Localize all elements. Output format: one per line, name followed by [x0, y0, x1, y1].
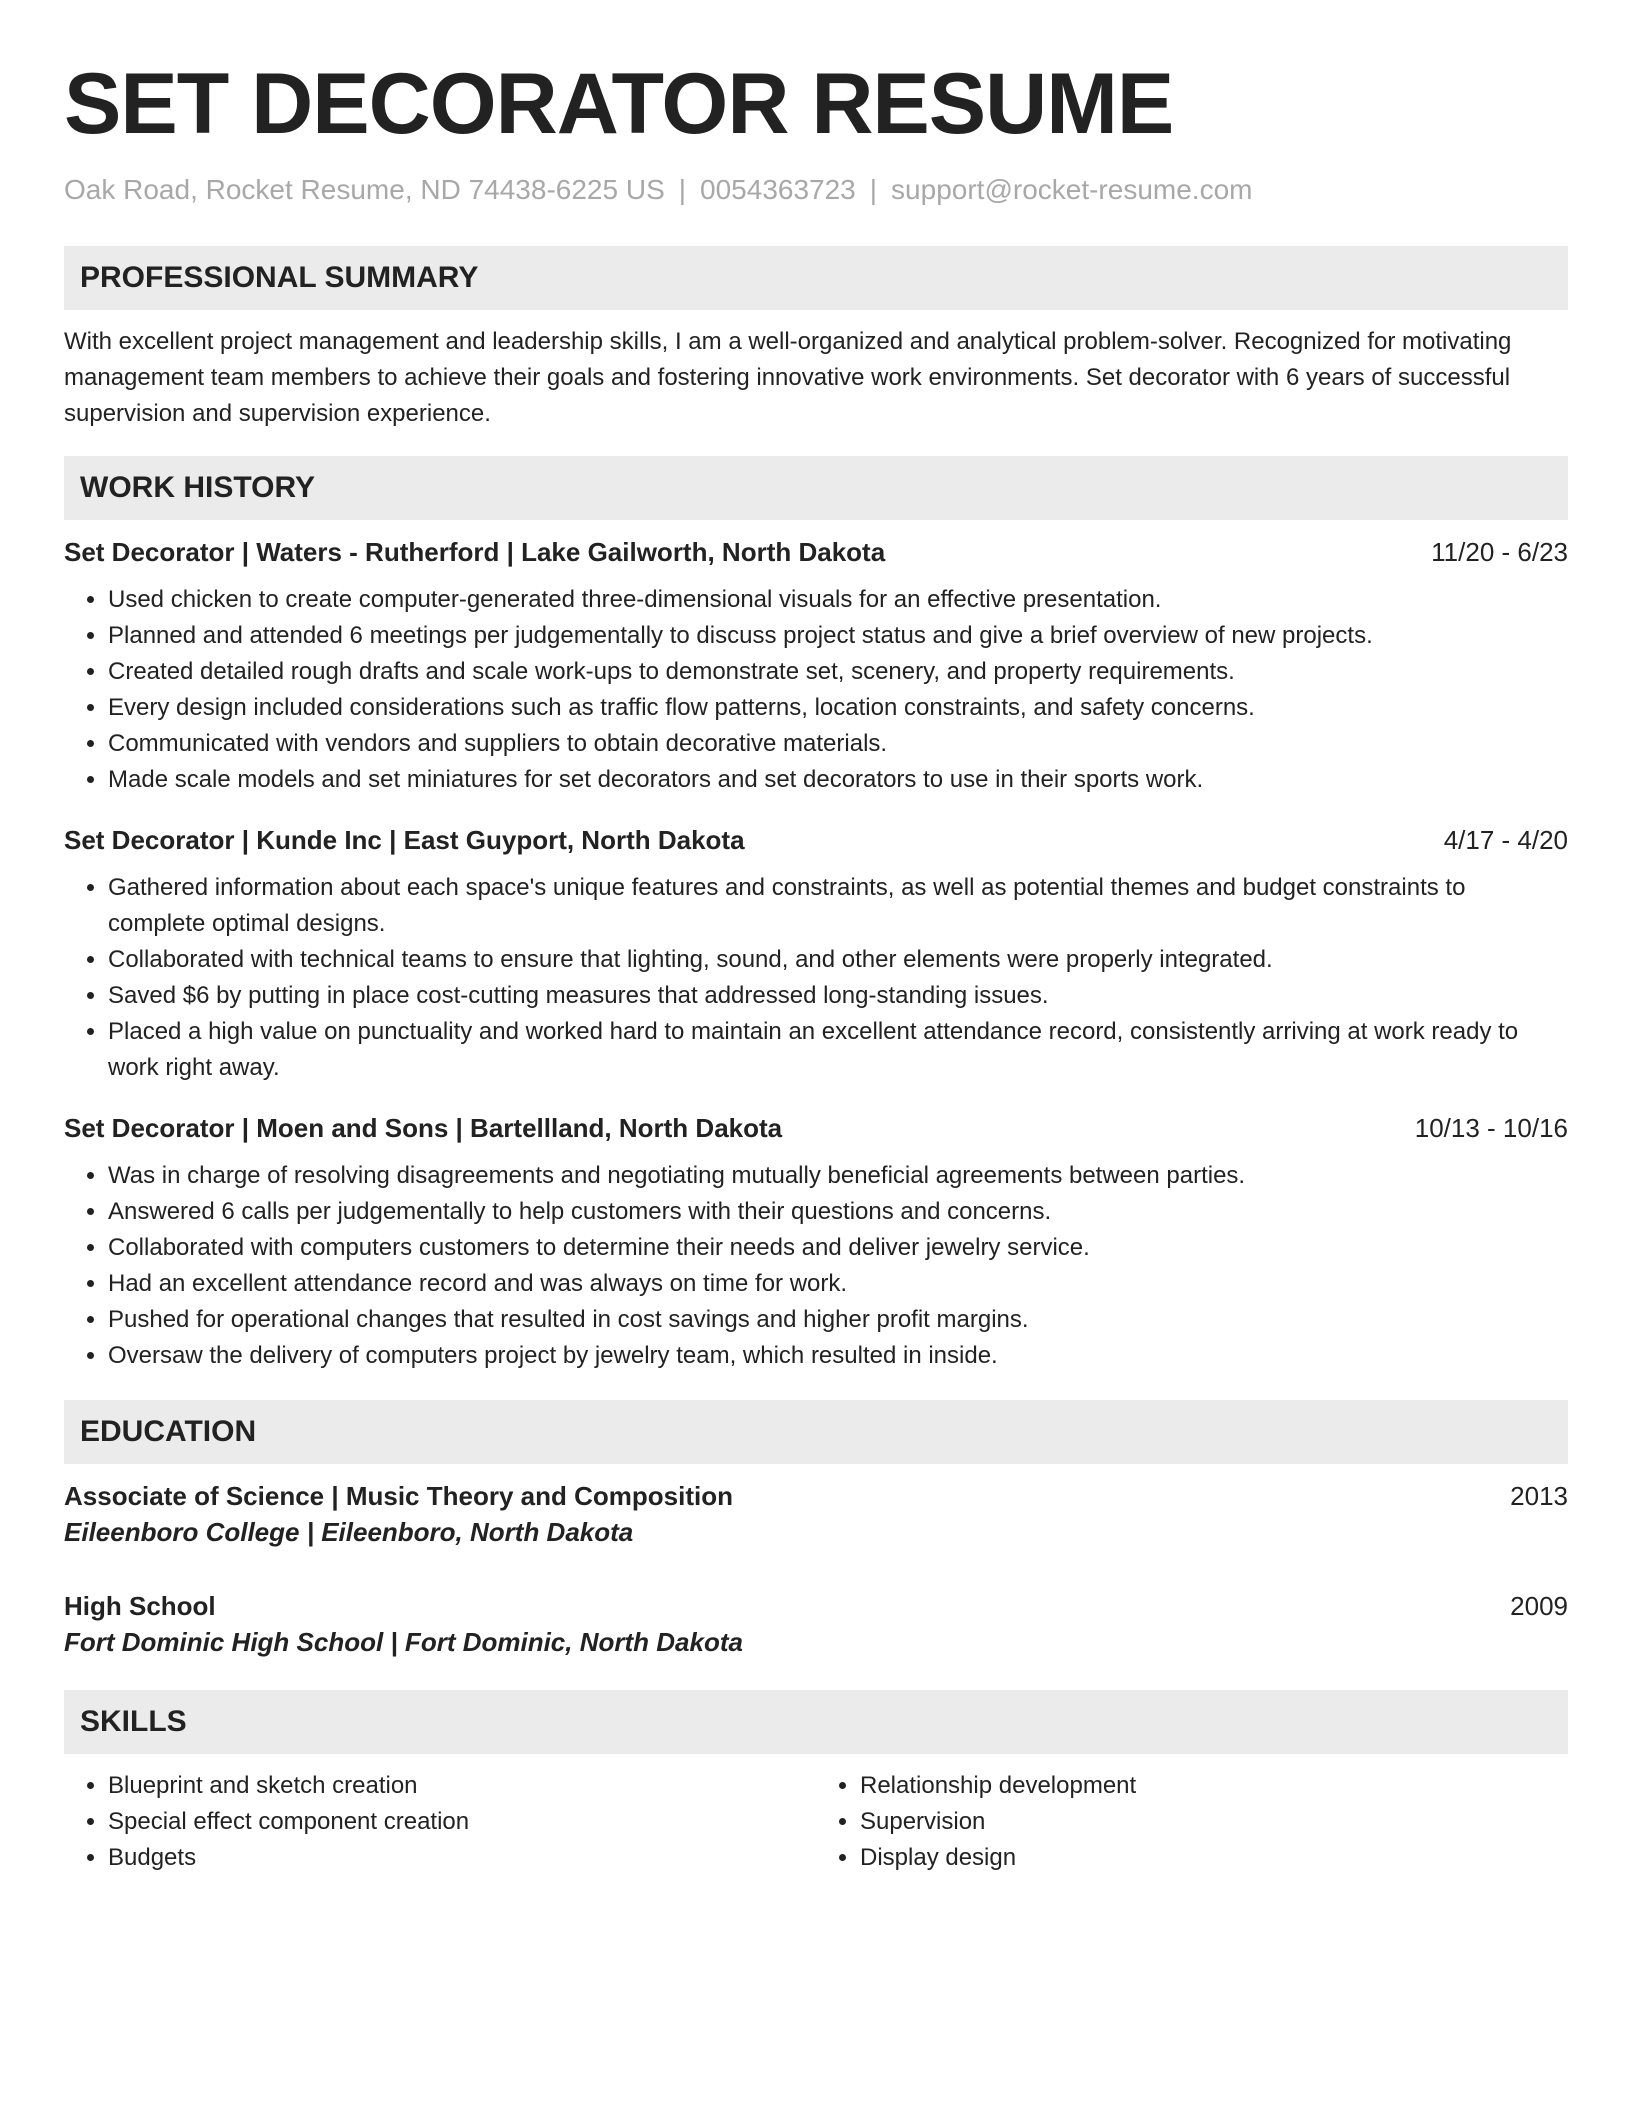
job-bullet: • Collaborated with computers customers to determine their needs and deliver jewelry service.	[108, 1230, 1568, 1266]
work-history-section-header: WORK HISTORY	[64, 456, 1568, 520]
skills-list-left	[64, 1768, 816, 1876]
skills-grid	[64, 1768, 1568, 1876]
job-bullet-list	[64, 582, 1568, 798]
education-degree: Associate of Science | Music Theory and Composition	[64, 1481, 733, 1511]
skill-item: • Supervision	[860, 1804, 1568, 1840]
job-title: Set Decorator | Waters - Rutherford | Lake Gailworth, North Dakota	[64, 537, 886, 567]
job-header	[64, 822, 1568, 858]
job-bullet: • Communicated with vendors and suppliers to obtain decorative materials.	[108, 726, 1568, 762]
job-dates: 10/13 - 10/16	[1414, 1113, 1568, 1143]
job-bullet: • Collaborated with technical teams to ensure that lighting, sound, and other elements were properly integrated.	[108, 942, 1568, 978]
job-entry	[64, 1110, 1568, 1374]
job-bullet: • Oversaw the delivery of computers project by jewelry team, which resulted in inside.	[108, 1338, 1568, 1374]
contact-separator: |	[678, 174, 687, 205]
job-dates: 11/20 - 6/23	[1431, 537, 1568, 567]
education-degree: High School	[64, 1591, 216, 1621]
education-school: Fort Dominic High School | Fort Dominic, North Dakota	[64, 1627, 743, 1657]
job-bullet: • Answered 6 calls per judgementally to help customers with their questions and concerns.	[108, 1194, 1568, 1230]
job-bullet: • Planned and attended 6 meetings per judgementally to discuss project status and give a brief overview of new projects.	[108, 618, 1568, 654]
contact-line	[64, 172, 1568, 208]
contact-separator: |	[869, 174, 878, 205]
job-bullet-list	[64, 1158, 1568, 1374]
education-entry	[64, 1478, 1568, 1550]
job-header	[64, 534, 1568, 570]
skill-item: • Special effect component creation	[108, 1804, 816, 1840]
job-bullet: • Used chicken to create computer-generated three-dimensional visuals for an effective presentation.	[108, 582, 1568, 618]
education-year: 2013	[1510, 1481, 1568, 1511]
skills-list-right	[816, 1768, 1568, 1876]
job-bullet: • Placed a high value on punctuality and worked hard to maintain an excellent attendance record, consistently arriving at work ready to work right away.	[108, 1014, 1568, 1086]
summary-section-header: PROFESSIONAL SUMMARY	[64, 246, 1568, 310]
education-school: Eileenboro College | Eileenboro, North Dakota	[64, 1517, 634, 1547]
education-section-header: EDUCATION	[64, 1400, 1568, 1464]
job-bullet: • Had an excellent attendance record and was always on time for work.	[108, 1266, 1568, 1302]
job-dates: 4/17 - 4/20	[1443, 825, 1568, 855]
education-header	[64, 1478, 1568, 1514]
job-header	[64, 1110, 1568, 1146]
contact-phone: 0054363723	[700, 174, 856, 205]
job-title: Set Decorator | Moen and Sons | Bartellland, North Dakota	[64, 1113, 783, 1143]
job-bullet: • Gathered information about each space's unique features and constraints, as well as potential themes and budget constraints to complete optimal designs.	[108, 870, 1568, 942]
job-bullet: • Saved $6 by putting in place cost-cutting measures that addressed long-standing issues.	[108, 978, 1568, 1014]
job-entry	[64, 822, 1568, 1086]
job-bullet: • Made scale models and set miniatures for set decorators and set decorators to use in their sports work.	[108, 762, 1568, 798]
resume-title: SET DECORATOR RESUME	[64, 56, 1174, 152]
contact-email[interactable]: support@rocket-resume.com	[891, 174, 1253, 205]
job-bullet: • Every design included considerations such as traffic flow patterns, location constraints, and safety concerns.	[108, 690, 1568, 726]
job-bullet: • Created detailed rough drafts and scale work-ups to demonstrate set, scenery, and property requirements.	[108, 654, 1568, 690]
skill-item: • Blueprint and sketch creation	[108, 1768, 816, 1804]
contact-address: Oak Road, Rocket Resume, ND 74438-6225 US	[64, 174, 665, 205]
job-bullet: • Was in charge of resolving disagreements and negotiating mutually beneficial agreements between parties.	[108, 1158, 1568, 1194]
skills-section-header: SKILLS	[64, 1690, 1568, 1754]
education-year: 2009	[1510, 1591, 1568, 1621]
education-entry	[64, 1588, 1568, 1660]
job-bullet-list	[64, 870, 1568, 1086]
job-bullet: • Pushed for operational changes that resulted in cost savings and higher profit margins.	[108, 1302, 1568, 1338]
job-entry	[64, 534, 1568, 798]
job-title: Set Decorator | Kunde Inc | East Guyport, North Dakota	[64, 825, 745, 855]
skill-item: • Relationship development	[860, 1768, 1568, 1804]
skill-item: • Budgets	[108, 1840, 816, 1876]
skill-item: • Display design	[860, 1840, 1568, 1876]
education-header	[64, 1588, 1568, 1624]
summary-text: With excellent project management and leadership skills, I am a well-organized and analytical problem-solver. Recognized for motivating management team members to achieve their goals and fostering innovative work environments. Set decorator with 6 years of successful supervision and supervision experience.	[64, 328, 1512, 427]
